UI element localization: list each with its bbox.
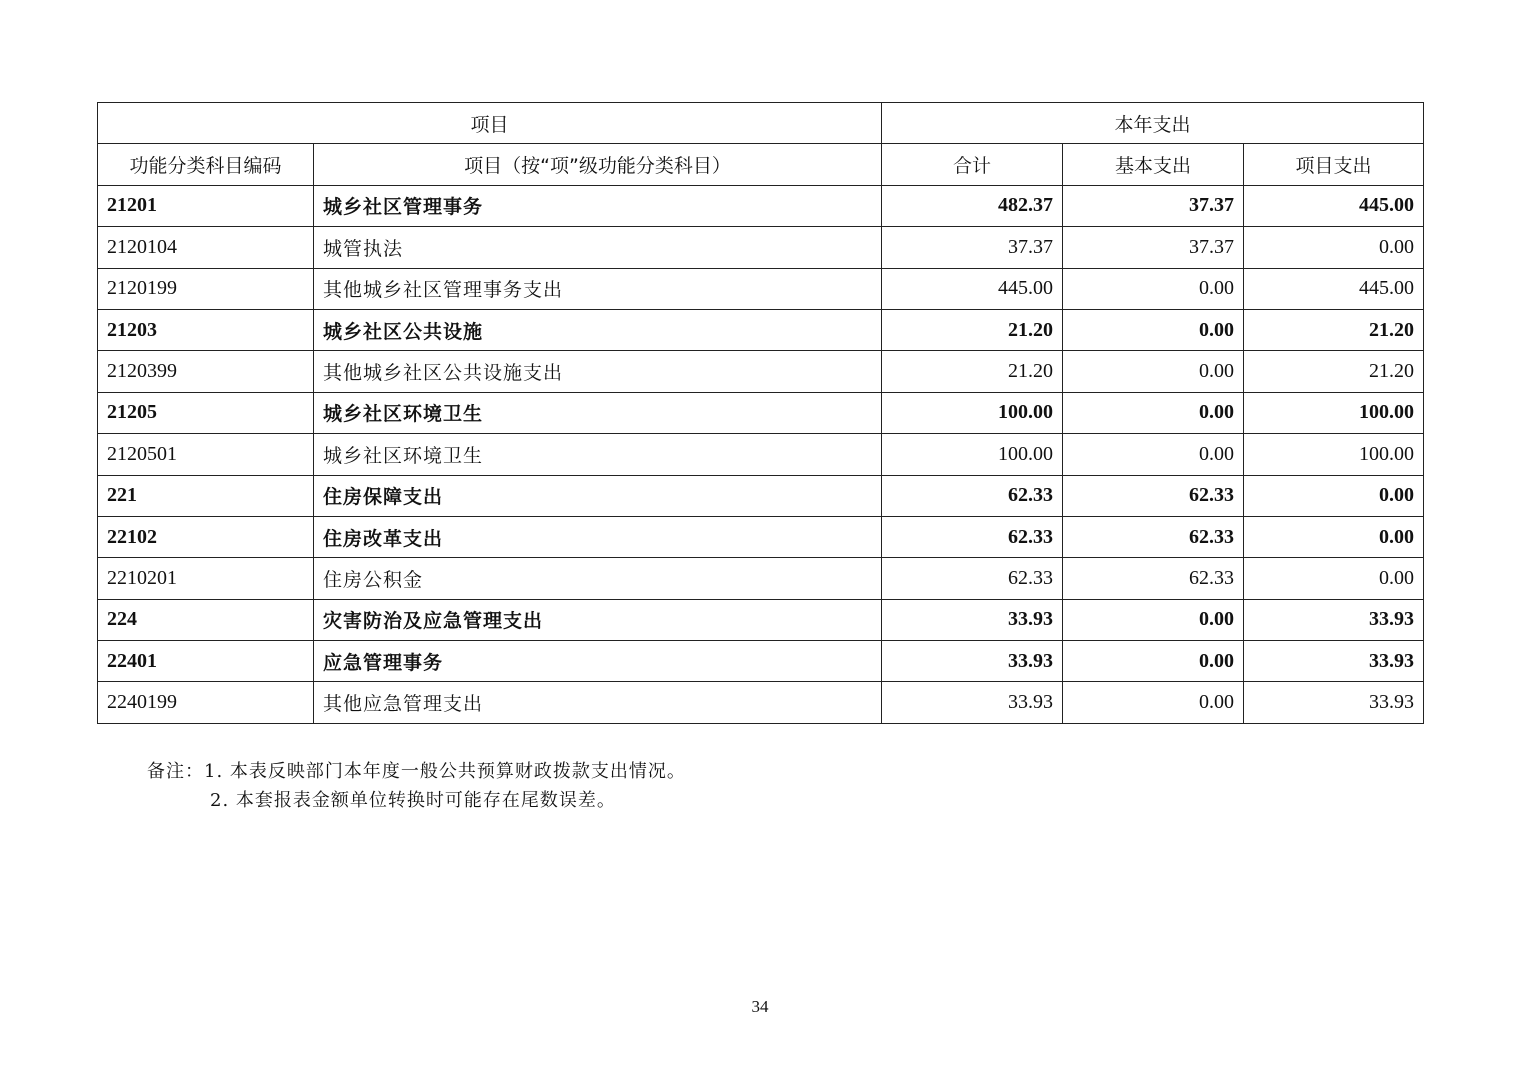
page-number: 34 <box>751 997 769 1016</box>
cell-project: 445.00 <box>1244 185 1424 226</box>
cell-total: 100.00 <box>882 434 1063 475</box>
table-row <box>98 227 1424 268</box>
cell-code: 2120104 <box>98 227 314 268</box>
cell-basic: 62.33 <box>1063 516 1244 557</box>
cell-project: 445.00 <box>1244 268 1424 309</box>
cell-project: 0.00 <box>1244 227 1424 268</box>
cell-total: 62.33 <box>882 516 1063 557</box>
table-row <box>98 434 1424 475</box>
table-row <box>98 309 1424 350</box>
cell-project: 0.00 <box>1244 558 1424 599</box>
cell-basic: 0.00 <box>1063 268 1244 309</box>
cell-basic: 0.00 <box>1063 434 1244 475</box>
table-row <box>98 268 1424 309</box>
cell-total: 21.20 <box>882 309 1063 350</box>
cell-total: 21.20 <box>882 351 1063 392</box>
cell-basic: 0.00 <box>1063 599 1244 640</box>
cell-project: 100.00 <box>1244 392 1424 433</box>
cell-code: 22102 <box>98 516 314 557</box>
cell-project: 21.20 <box>1244 351 1424 392</box>
cell-name: 住房保障支出 <box>314 475 882 516</box>
cell-total: 445.00 <box>882 268 1063 309</box>
cell-name: 灾害防治及应急管理支出 <box>314 599 882 640</box>
cell-project: 0.00 <box>1244 516 1424 557</box>
header-expense-group: 本年支出 <box>882 103 1424 144</box>
cell-basic: 37.37 <box>1063 227 1244 268</box>
cell-project: 21.20 <box>1244 309 1424 350</box>
cell-code: 21203 <box>98 309 314 350</box>
table-row <box>98 558 1424 599</box>
cell-basic: 62.33 <box>1063 558 1244 599</box>
table-header-column-row <box>98 144 1424 185</box>
table-row <box>98 682 1424 723</box>
header-project-group: 项目 <box>98 103 882 144</box>
cell-code: 21201 <box>98 185 314 226</box>
cell-basic: 62.33 <box>1063 475 1244 516</box>
header-total: 合计 <box>882 144 1063 185</box>
cell-total: 62.33 <box>882 558 1063 599</box>
cell-name: 住房公积金 <box>314 558 882 599</box>
cell-name: 应急管理事务 <box>314 641 882 682</box>
cell-code: 224 <box>98 599 314 640</box>
cell-basic: 0.00 <box>1063 309 1244 350</box>
cell-code: 2210201 <box>98 558 314 599</box>
table-header-group-row <box>98 103 1424 144</box>
cell-project: 33.93 <box>1244 641 1424 682</box>
cell-code: 22401 <box>98 641 314 682</box>
cell-code: 2120399 <box>98 351 314 392</box>
cell-basic: 37.37 <box>1063 185 1244 226</box>
header-basic: 基本支出 <box>1063 144 1244 185</box>
table-row <box>98 599 1424 640</box>
table-notes <box>147 757 686 815</box>
cell-project: 33.93 <box>1244 682 1424 723</box>
cell-total: 100.00 <box>882 392 1063 433</box>
cell-code: 21205 <box>98 392 314 433</box>
cell-name: 城乡社区环境卫生 <box>314 434 882 475</box>
table-row <box>98 516 1424 557</box>
cell-basic: 0.00 <box>1063 351 1244 392</box>
cell-total: 482.37 <box>882 185 1063 226</box>
cell-project: 33.93 <box>1244 599 1424 640</box>
cell-name: 其他城乡社区管理事务支出 <box>314 268 882 309</box>
note-line-1: 备注：1. 本表反映部门本年度一般公共预算财政拨款支出情况。 <box>147 761 686 782</box>
cell-name: 住房改革支出 <box>314 516 882 557</box>
table-body <box>98 185 1424 723</box>
cell-code: 2240199 <box>98 682 314 723</box>
table-row <box>98 475 1424 516</box>
cell-code: 2120199 <box>98 268 314 309</box>
cell-code: 2120501 <box>98 434 314 475</box>
table-row <box>98 641 1424 682</box>
header-project: 项目支出 <box>1244 144 1424 185</box>
cell-total: 33.93 <box>882 641 1063 682</box>
cell-total: 37.37 <box>882 227 1063 268</box>
cell-project: 100.00 <box>1244 434 1424 475</box>
cell-name: 其他应急管理支出 <box>314 682 882 723</box>
cell-total: 62.33 <box>882 475 1063 516</box>
note-line-2: 2. 本套报表金额单位转换时可能存在尾数误差。 <box>210 790 616 811</box>
header-code: 功能分类科目编码 <box>98 144 314 185</box>
cell-total: 33.93 <box>882 682 1063 723</box>
cell-name: 城乡社区环境卫生 <box>314 392 882 433</box>
cell-name: 其他城乡社区公共设施支出 <box>314 351 882 392</box>
budget-expense-table <box>97 102 1424 724</box>
cell-name: 城乡社区公共设施 <box>314 309 882 350</box>
cell-basic: 0.00 <box>1063 392 1244 433</box>
cell-project: 0.00 <box>1244 475 1424 516</box>
cell-basic: 0.00 <box>1063 682 1244 723</box>
cell-name: 城管执法 <box>314 227 882 268</box>
table-row <box>98 351 1424 392</box>
cell-total: 33.93 <box>882 599 1063 640</box>
cell-name: 城乡社区管理事务 <box>314 185 882 226</box>
cell-basic: 0.00 <box>1063 641 1244 682</box>
table-row <box>98 185 1424 226</box>
cell-code: 221 <box>98 475 314 516</box>
header-name: 项目（按“项”级功能分类科目） <box>314 144 882 185</box>
table-row <box>98 392 1424 433</box>
